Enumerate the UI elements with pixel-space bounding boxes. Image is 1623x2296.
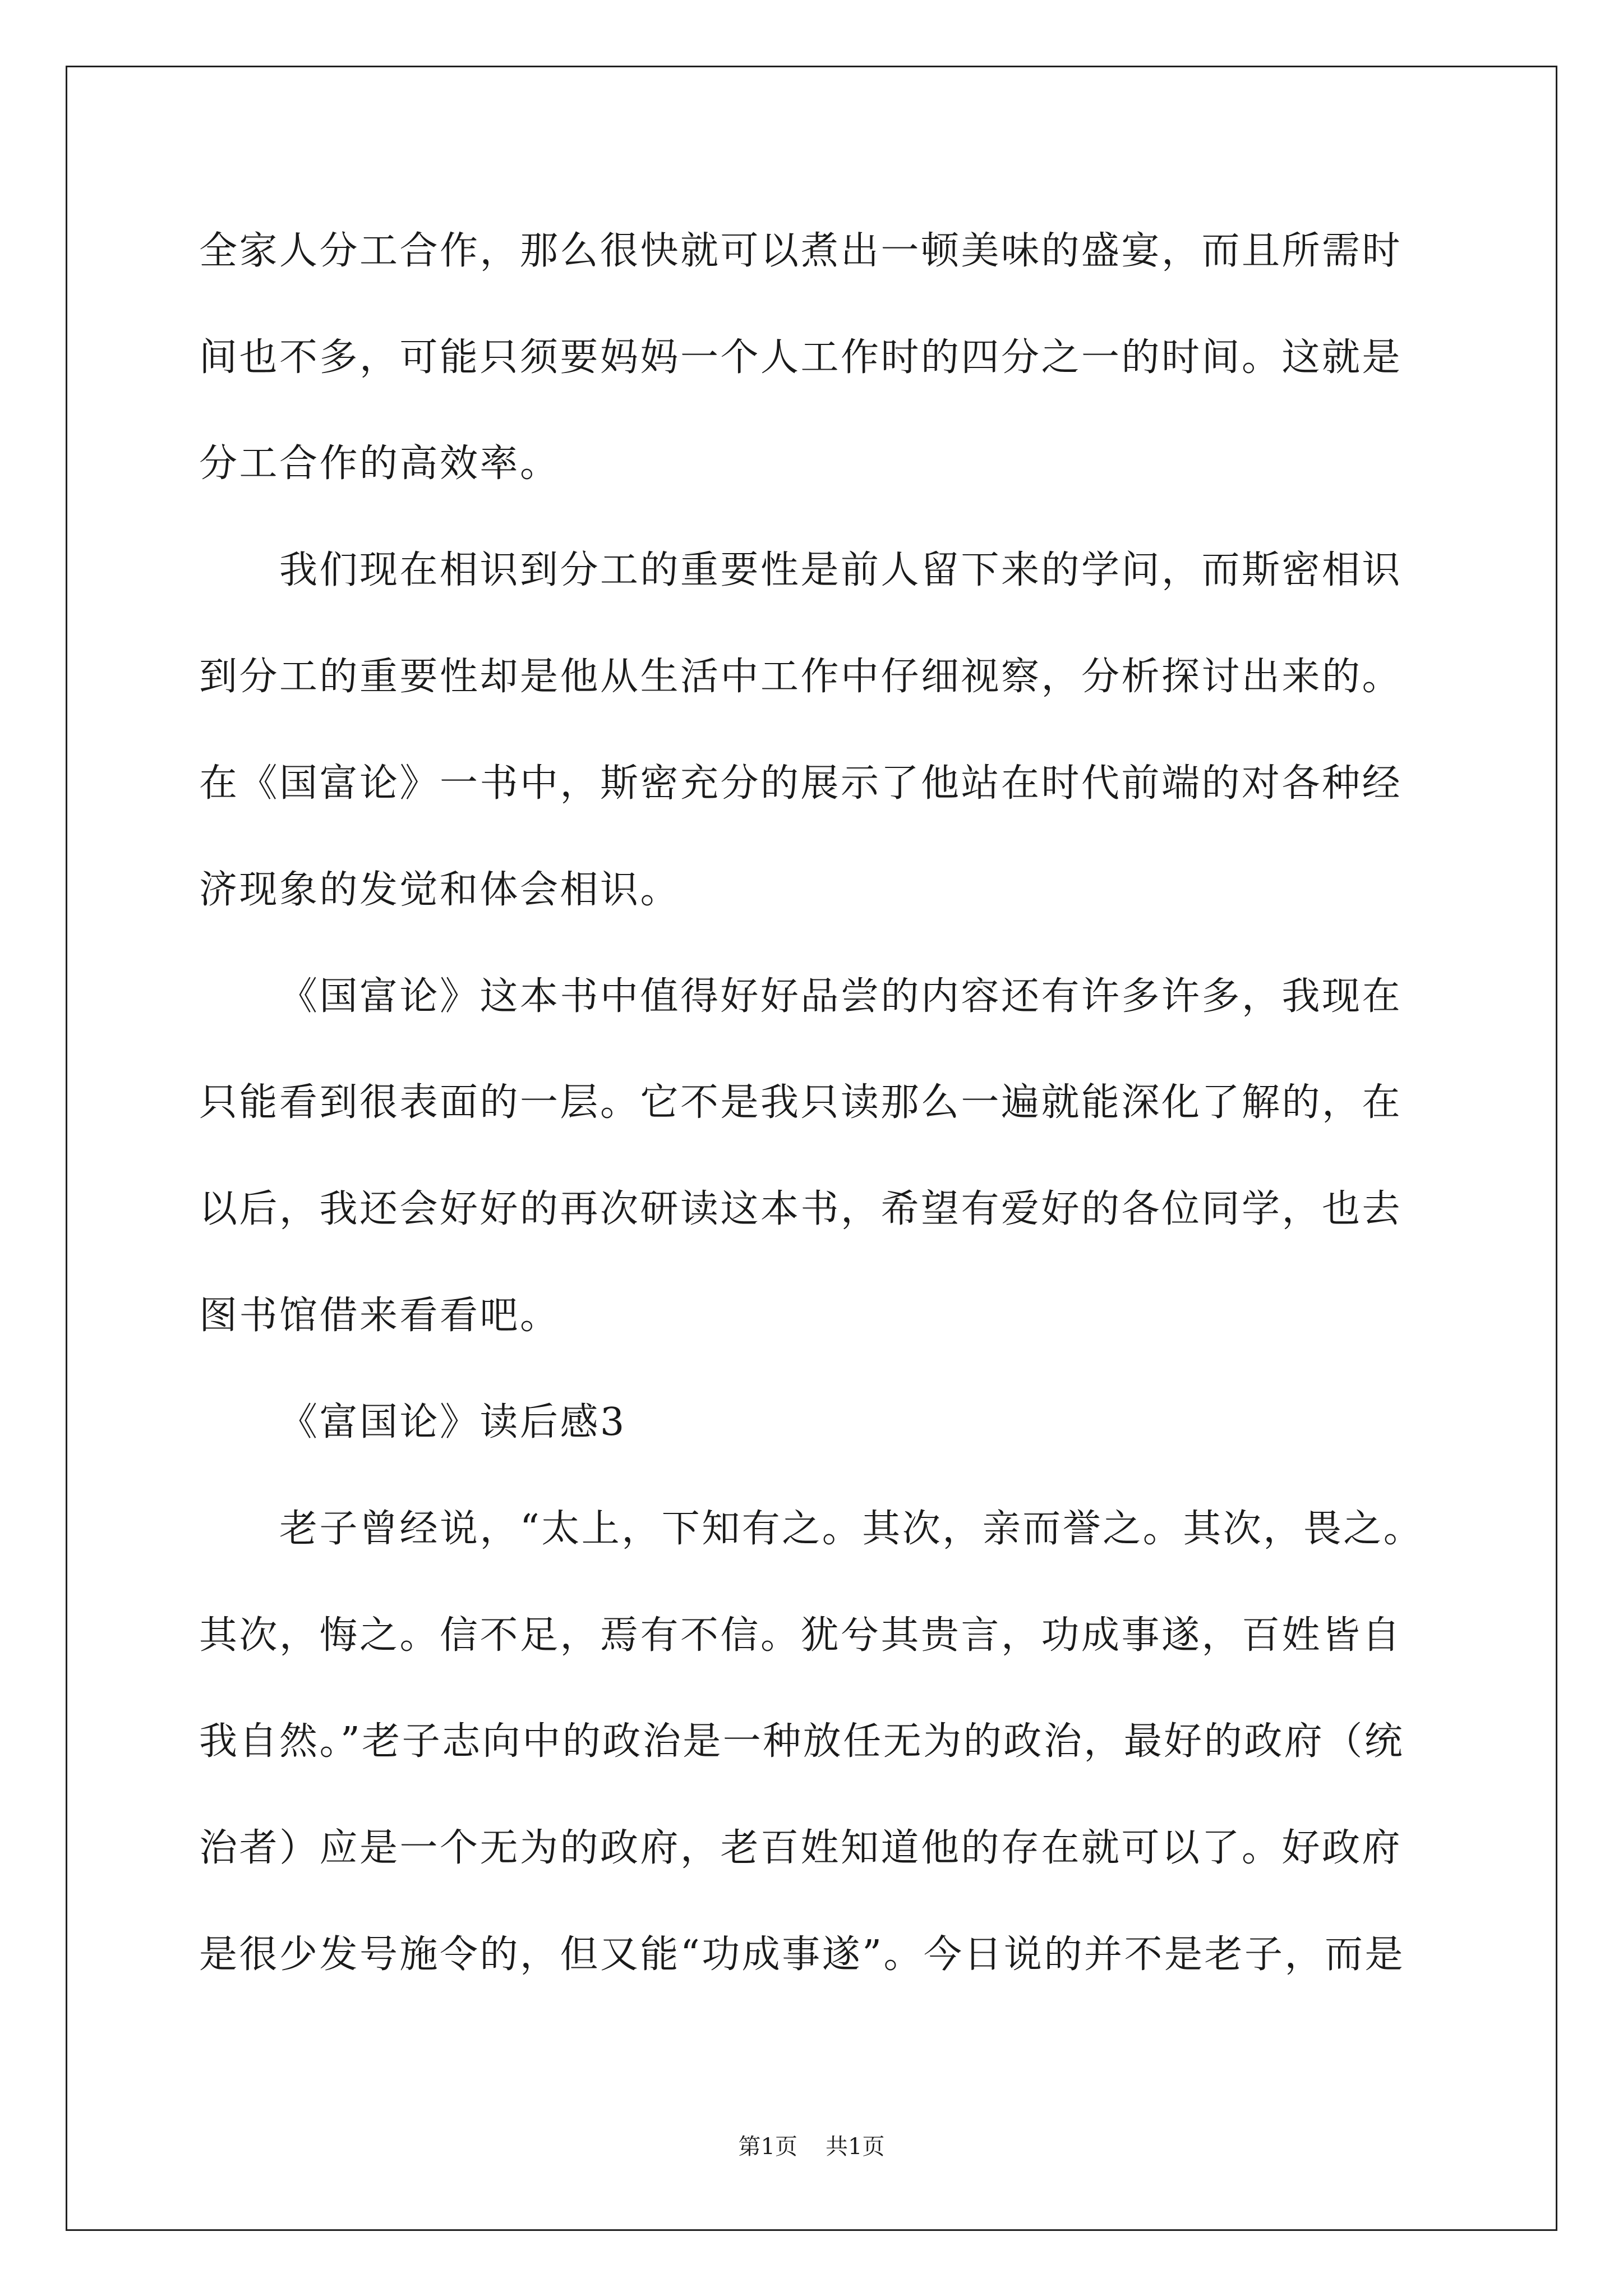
section-heading: 《富国论》读后感3 bbox=[279, 1400, 626, 1444]
text-line-2: 间也不多，可能只须要妈妈一个人工作时的四分之一的时间。这就是 bbox=[199, 335, 1403, 380]
page-number: 第1页 bbox=[738, 2134, 797, 2160]
text-line-7: 济现象的发觉和体会相识。 bbox=[199, 868, 681, 912]
text-line-9: 只能看到很表面的一层。它不是我只读那么一遍就能深化了解的，在 bbox=[199, 1080, 1403, 1125]
text-line-5: 到分工的重要性却是他从生活中工作中仔细视察，分析探讨出来的。 bbox=[199, 655, 1403, 699]
text-line-17: 是很少发号施令的，但又能“功成事遂”。今日说的并不是老子，而是 bbox=[199, 1932, 1405, 1977]
text-line-15: 我自然。”老子志向中的政治是一种放任无为的政治，最好的政府（统 bbox=[199, 1719, 1405, 1764]
text-line-8: 《国富论》这本书中值得好好品尝的内容还有许多许多，我现在 bbox=[279, 974, 1403, 1019]
page-footer bbox=[0, 2133, 1623, 2161]
text-line-13: 老子曾经说，“太上，下知有之。其次，亲而誉之。其次，畏之。 bbox=[279, 1507, 1424, 1551]
page-border bbox=[66, 66, 1557, 2231]
text-line-16: 治者）应是一个无为的政府，老百姓知道他的存在就可以了。好政府 bbox=[199, 1826, 1403, 1870]
text-line-4: 我们现在相识到分工的重要性是前人留下来的学问，而斯密相识 bbox=[279, 548, 1403, 592]
text-line-10: 以后，我还会好好的再次研读这本书，希望有爱好的各位同学，也去 bbox=[199, 1187, 1403, 1231]
text-line-11: 图书馆借来看看吧。 bbox=[199, 1294, 560, 1338]
total-pages: 共1页 bbox=[826, 2134, 885, 2160]
text-line-14: 其次，悔之。信不足，焉有不信。犹兮其贵言，功成事遂，百姓皆自 bbox=[199, 1613, 1403, 1658]
text-line-1: 全家人分工合作，那么很快就可以煮出一顿美味的盛宴，而且所需时 bbox=[199, 229, 1403, 273]
text-line-3: 分工合作的高效率。 bbox=[199, 441, 560, 486]
text-line-6: 在《国富论》一书中，斯密充分的展示了他站在时代前端的对各种经 bbox=[199, 761, 1403, 806]
